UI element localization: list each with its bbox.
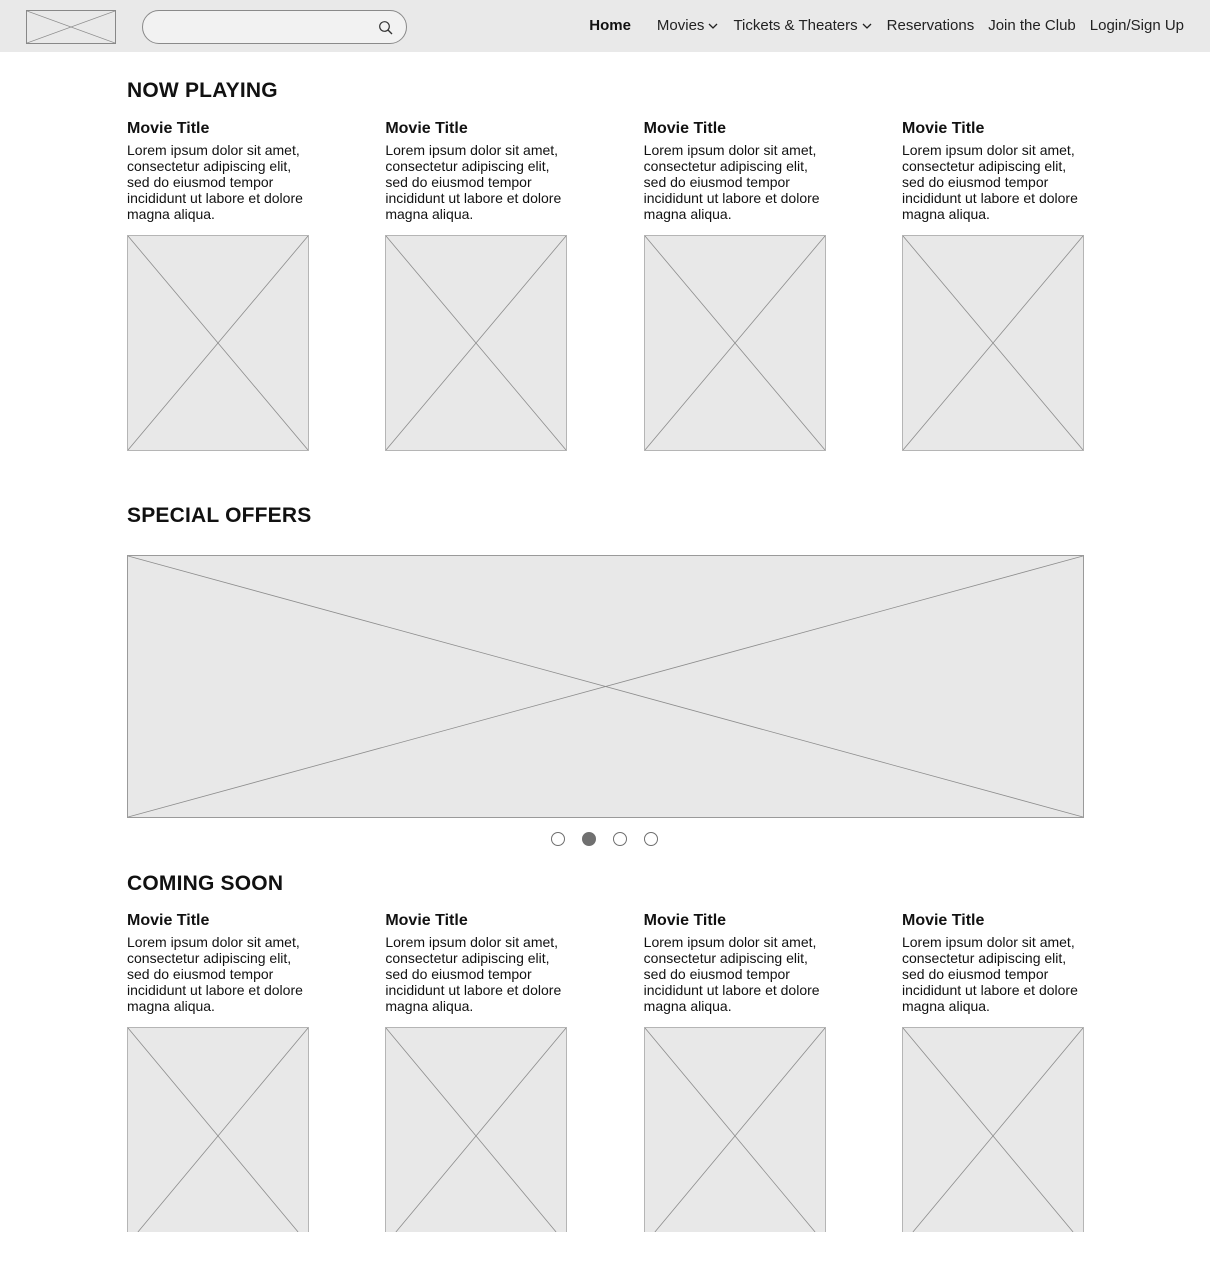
nav-tickets-theaters-dropdown[interactable] <box>733 17 872 34</box>
special-offers-heading: SPECIAL OFFERS <box>127 504 312 527</box>
movie-card[interactable] <box>127 911 309 1232</box>
movie-poster-placeholder-icon[interactable] <box>127 235 309 451</box>
carousel-dot-2[interactable] <box>582 832 596 846</box>
search-bar <box>142 10 407 44</box>
nav-reservations-label: Reservations <box>886 17 975 34</box>
movie-description: Lorem ipsum dolor sit amet, consectetur adipiscing elit, sed do eiusmod tempor incididunt ut labore et dolore magna aliqua. <box>127 142 303 222</box>
chevron-down-icon <box>707 20 719 32</box>
nav-home-label: Home <box>589 17 631 34</box>
movie-card[interactable] <box>902 119 1084 451</box>
search-input[interactable] <box>157 17 367 37</box>
now-playing-grid <box>127 119 1084 451</box>
logo-placeholder-icon[interactable] <box>26 10 116 44</box>
movie-title[interactable]: Movie Title <box>901 912 985 929</box>
movie-card[interactable] <box>385 911 567 1232</box>
movie-title[interactable]: Movie Title <box>127 912 210 929</box>
nav-login-signup-label: Login/Sign Up <box>1089 17 1184 34</box>
movie-title[interactable]: Movie Title <box>643 912 727 929</box>
movie-card[interactable] <box>644 119 826 451</box>
movie-description: Lorem ipsum dolor sit amet, consectetur adipiscing elit, sed do eiusmod tempor incididunt ut labore et dolore magna aliqua. <box>643 142 820 222</box>
movie-title[interactable]: Movie Title <box>385 120 468 137</box>
movie-poster-placeholder-icon[interactable] <box>644 1027 826 1232</box>
nav-login-signup-link[interactable] <box>1090 17 1184 34</box>
movie-description: Lorem ipsum dolor sit amet, consectetur adipiscing elit, sed do eiusmod tempor incididunt ut labore et dolore magna aliqua. <box>901 934 1078 1014</box>
top-nav-bar <box>0 0 1210 52</box>
nav-tickets-theaters-label: Tickets & Theaters <box>733 17 858 34</box>
nav-join-club-link[interactable] <box>988 17 1076 34</box>
nav-reservations-link[interactable] <box>887 17 975 34</box>
nav-home-link[interactable] <box>589 17 631 34</box>
movie-description: Lorem ipsum dolor sit amet, consectetur adipiscing elit, sed do eiusmod tempor incididunt ut labore et dolore magna aliqua. <box>901 142 1078 222</box>
nav-join-club-label: Join the Club <box>988 17 1076 34</box>
movie-poster-placeholder-icon[interactable] <box>902 235 1084 451</box>
nav-movies-label: Movies <box>656 17 705 34</box>
movie-poster-placeholder-icon[interactable] <box>127 1027 309 1232</box>
chevron-down-icon <box>861 20 873 32</box>
movie-poster-placeholder-icon[interactable] <box>902 1027 1084 1232</box>
movie-card[interactable] <box>127 119 309 451</box>
movie-description: Lorem ipsum dolor sit amet, consectetur adipiscing elit, sed do eiusmod tempor incididunt ut labore et dolore magna aliqua. <box>127 934 303 1014</box>
movie-description: Lorem ipsum dolor sit amet, consectetur adipiscing elit, sed do eiusmod tempor incididunt ut labore et dolore magna aliqua. <box>643 934 820 1014</box>
special-offer-banner-placeholder-icon[interactable] <box>127 555 1084 818</box>
coming-soon-grid <box>127 911 1084 1232</box>
movie-poster-placeholder-icon[interactable] <box>644 235 826 451</box>
movie-description: Lorem ipsum dolor sit amet, consectetur adipiscing elit, sed do eiusmod tempor incididunt ut labore et dolore magna aliqua. <box>385 142 562 222</box>
movie-title[interactable]: Movie Title <box>385 912 468 929</box>
movie-poster-placeholder-icon[interactable] <box>385 235 567 451</box>
movie-card[interactable] <box>385 119 567 451</box>
nav-movies-dropdown[interactable] <box>657 17 720 34</box>
main-nav <box>589 17 1184 34</box>
movie-poster-placeholder-icon[interactable] <box>385 1027 567 1232</box>
carousel-dot-4[interactable] <box>644 832 658 846</box>
movie-description: Lorem ipsum dolor sit amet, consectetur adipiscing elit, sed do eiusmod tempor incididunt ut labore et dolore magna aliqua. <box>385 934 562 1014</box>
carousel-dot-3[interactable] <box>613 832 627 846</box>
movie-card[interactable] <box>902 911 1084 1232</box>
carousel-dot-1[interactable] <box>551 832 565 846</box>
coming-soon-heading: COMING SOON <box>127 872 284 895</box>
movie-card[interactable] <box>644 911 826 1232</box>
search-icon[interactable] <box>378 20 394 36</box>
movie-title[interactable]: Movie Title <box>901 120 985 137</box>
carousel-pagination <box>551 832 675 846</box>
now-playing-heading: NOW PLAYING <box>127 79 278 102</box>
movie-title[interactable]: Movie Title <box>127 120 210 137</box>
movie-title[interactable]: Movie Title <box>643 120 727 137</box>
